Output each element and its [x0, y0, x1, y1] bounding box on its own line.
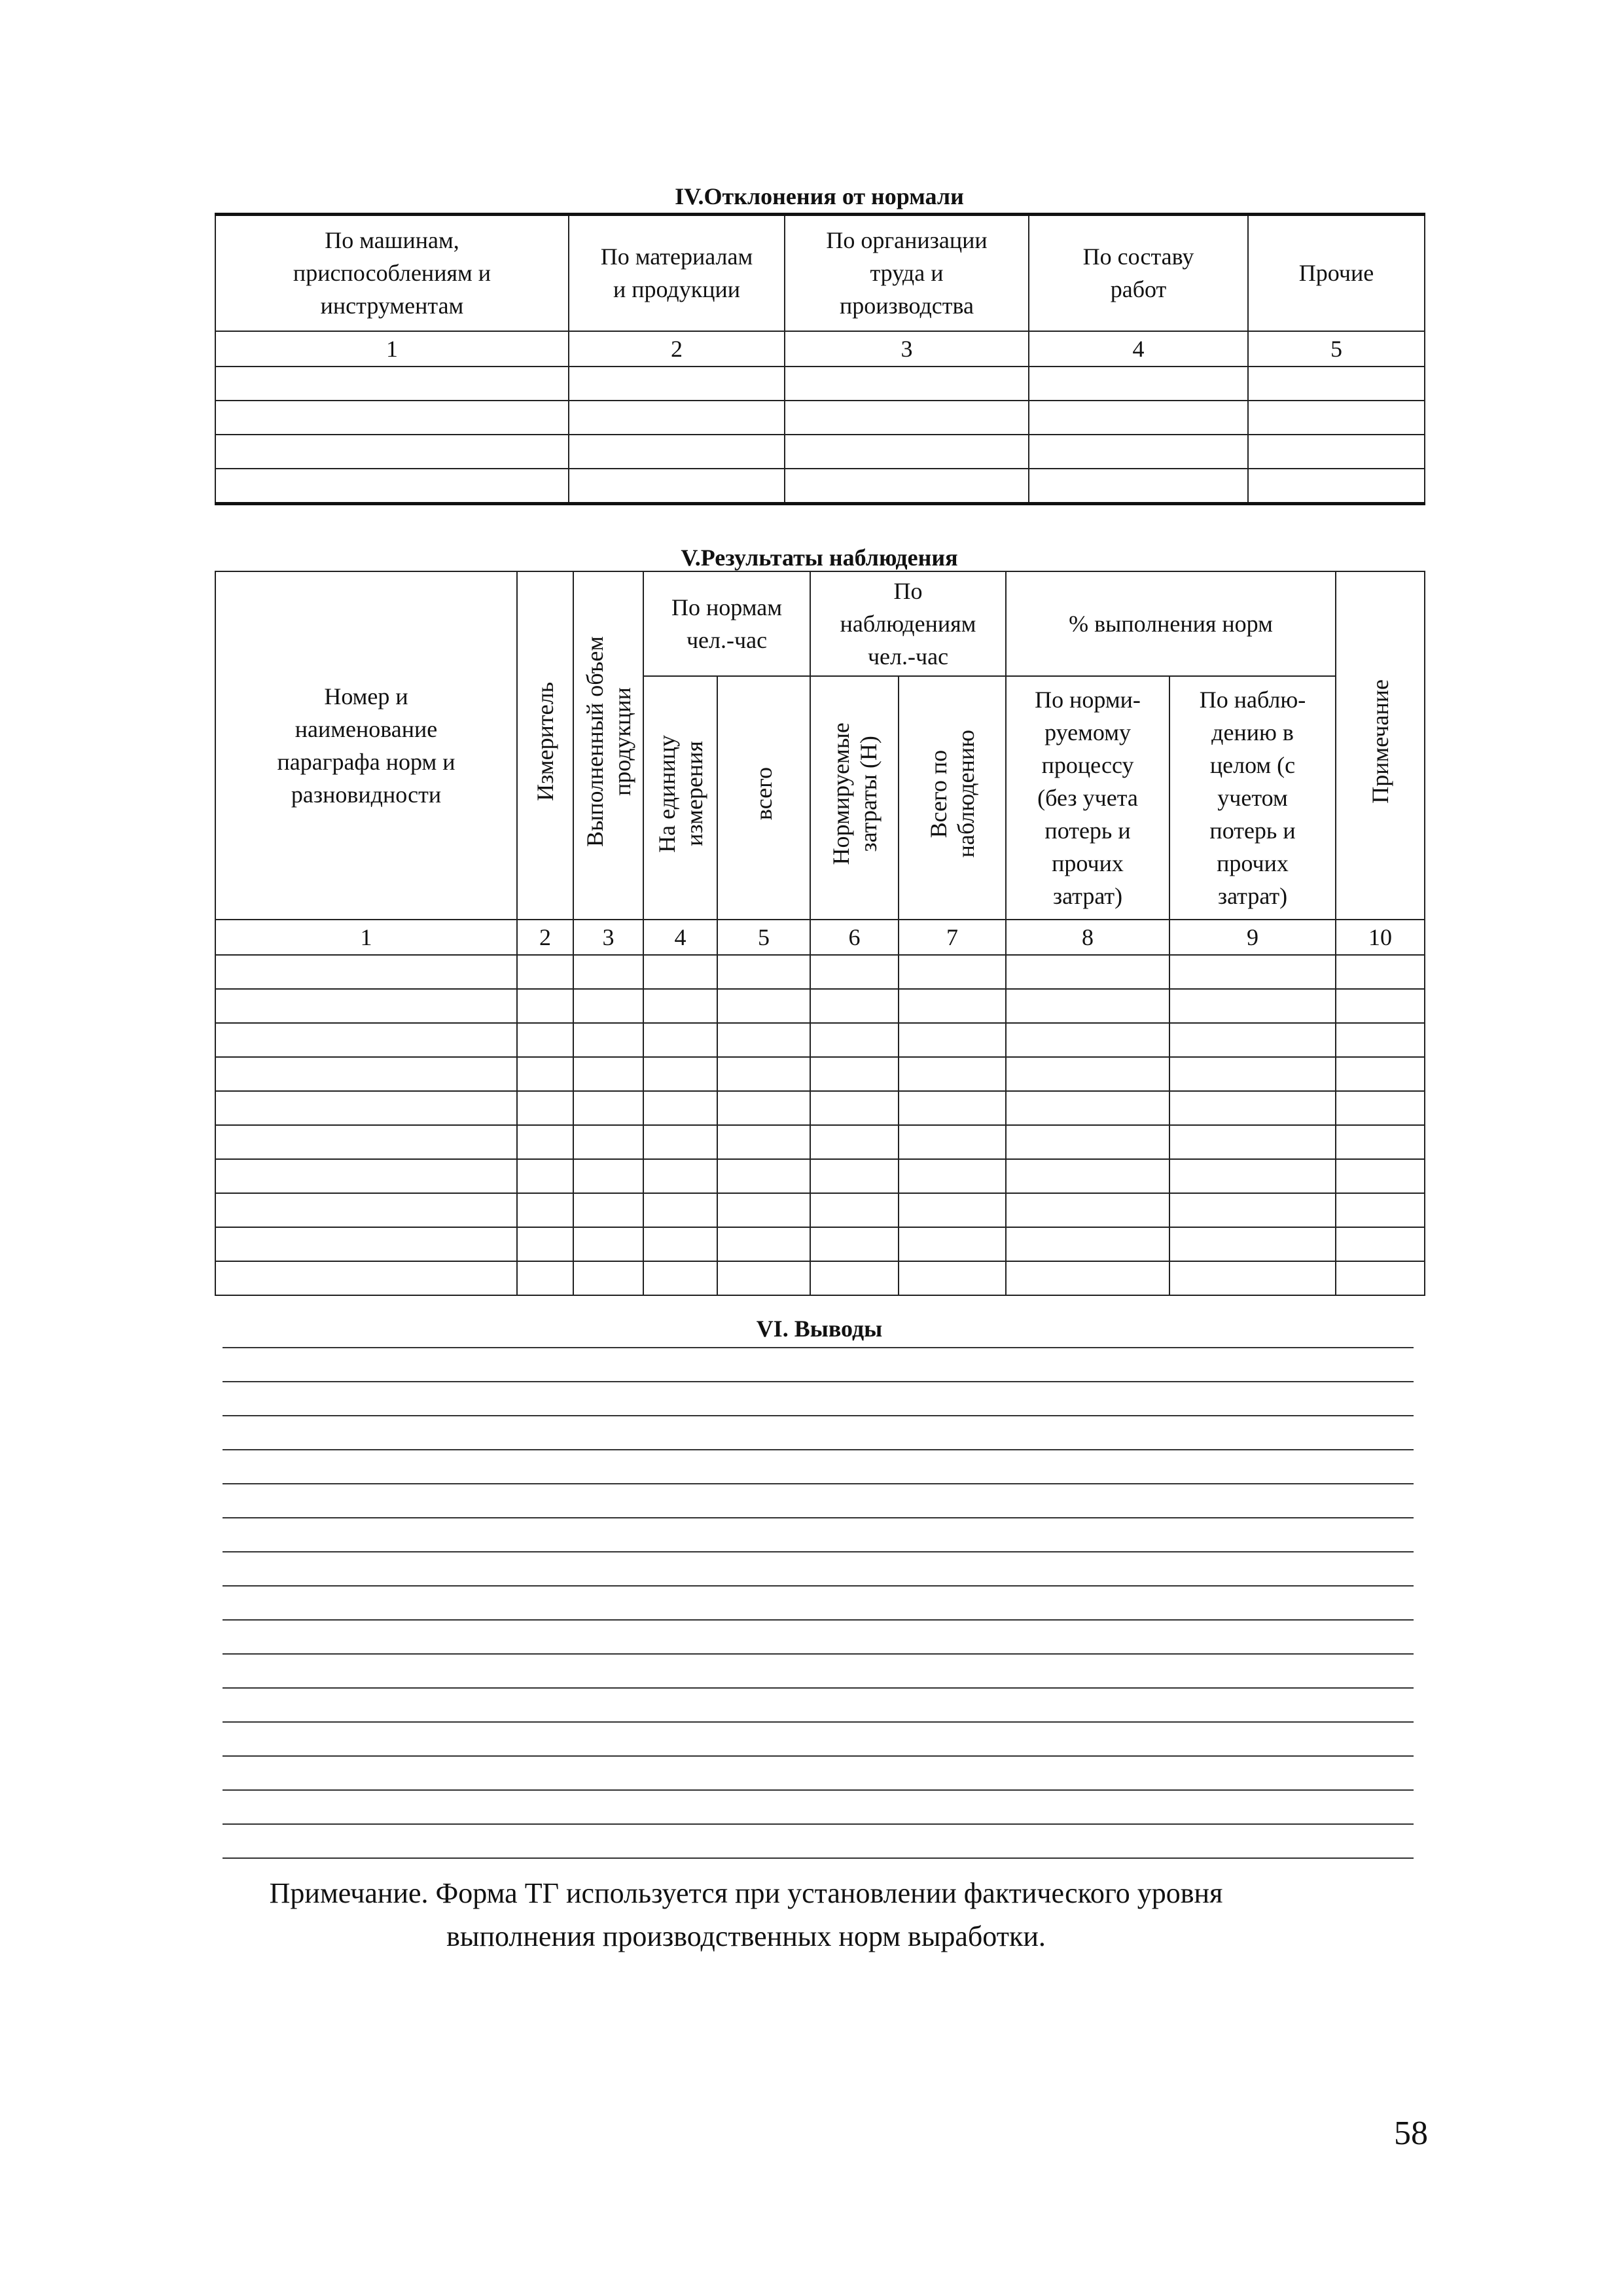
writing-line	[223, 1483, 1414, 1484]
header-total-observed-label: Всего по наблюдению	[925, 729, 980, 858]
writing-line	[223, 1449, 1414, 1450]
column-number: 5	[1248, 331, 1425, 367]
header-pct-total: По наблю- дению в целом (с учетом потерь и прочих затрат)	[1169, 676, 1336, 920]
column-number: 2	[569, 331, 785, 367]
header-note	[1336, 571, 1425, 920]
footnote: Примечание. Форма ТГ используется при установлении фактического уровня выполнения производственных норм выработки.	[269, 1877, 1223, 1952]
writing-line	[223, 1619, 1414, 1621]
writing-line	[223, 1823, 1414, 1825]
column-number: 2	[517, 920, 573, 955]
writing-line	[223, 1415, 1414, 1416]
writing-line	[223, 1755, 1414, 1757]
header-per-unit	[643, 676, 717, 920]
writing-line	[223, 1653, 1414, 1655]
table-row	[215, 367, 1425, 401]
writing-line	[223, 1347, 1414, 1348]
header-by-norms: По нормам чел.-час	[643, 571, 810, 676]
table-row	[215, 1159, 1425, 1193]
table-row	[215, 1125, 1425, 1159]
column-number: 10	[1336, 920, 1425, 955]
table-row	[215, 1261, 1425, 1295]
writing-line	[223, 1551, 1414, 1552]
writing-line	[223, 1585, 1414, 1587]
table-row	[215, 1091, 1425, 1125]
header-total	[717, 676, 810, 920]
column-number: 1	[215, 331, 569, 367]
table-row	[215, 989, 1425, 1023]
header-measure-label: Измеритель	[532, 681, 558, 801]
column-number: 5	[717, 920, 810, 955]
header-per-unit-label: На единицу измерения	[653, 734, 707, 853]
section5-title: V.Результаты наблюдения	[681, 545, 958, 571]
table-row	[215, 1227, 1425, 1261]
column-number: 6	[810, 920, 899, 955]
header-other: Прочие	[1248, 215, 1425, 331]
column-number: 1	[215, 920, 517, 955]
deviations-table	[215, 213, 1425, 505]
header-volume-label: Выполненный объем продукции	[581, 636, 635, 847]
column-number: 4	[1029, 331, 1248, 367]
table-row	[215, 469, 1425, 504]
header-work-composition: По составу работ	[1029, 215, 1248, 331]
writing-line	[223, 1721, 1414, 1723]
table-row	[215, 1023, 1425, 1057]
header-machines: По машинам, приспособлениям и инструментам	[215, 215, 569, 331]
header-total-label: всего	[751, 766, 777, 821]
header-normed-costs	[810, 676, 899, 920]
column-number: 8	[1006, 920, 1169, 955]
header-note-label: Примечание	[1367, 679, 1394, 804]
results-table	[215, 571, 1425, 1296]
header-total-observed	[899, 676, 1006, 920]
writing-line	[223, 1789, 1414, 1791]
table-row	[215, 1057, 1425, 1091]
table-row	[215, 955, 1425, 989]
writing-line	[223, 1687, 1414, 1689]
table-row	[215, 435, 1425, 469]
header-by-observation: По наблюдениям чел.-час	[810, 571, 1006, 676]
header-volume	[573, 571, 643, 920]
header-percent: % выполнения норм	[1006, 571, 1336, 676]
column-number: 7	[899, 920, 1006, 955]
header-organization: По организации труда и производства	[785, 215, 1029, 331]
column-number: 3	[785, 331, 1029, 367]
header-pct-normed: По норми- руемому процессу (без учета потерь и прочих затрат)	[1006, 676, 1169, 920]
header-measure	[517, 571, 573, 920]
header-materials: По материалам и продукции	[569, 215, 785, 331]
column-number: 3	[573, 920, 643, 955]
writing-line	[223, 1517, 1414, 1518]
table-row	[215, 1193, 1425, 1227]
section4-title: IV.Отклонения от нормали	[675, 183, 964, 209]
header-normed-costs-label: Нормируемые затраты (Н)	[827, 722, 882, 865]
header-number-name: Номер и наименование параграфа норм и разновидности	[215, 571, 517, 920]
writing-line	[223, 1857, 1414, 1859]
writing-line	[223, 1381, 1414, 1382]
page-number: 58	[1394, 2115, 1428, 2152]
column-number: 9	[1169, 920, 1336, 955]
column-number: 4	[643, 920, 717, 955]
section6-title: VI. Выводы	[756, 1316, 883, 1342]
table-row	[215, 401, 1425, 435]
